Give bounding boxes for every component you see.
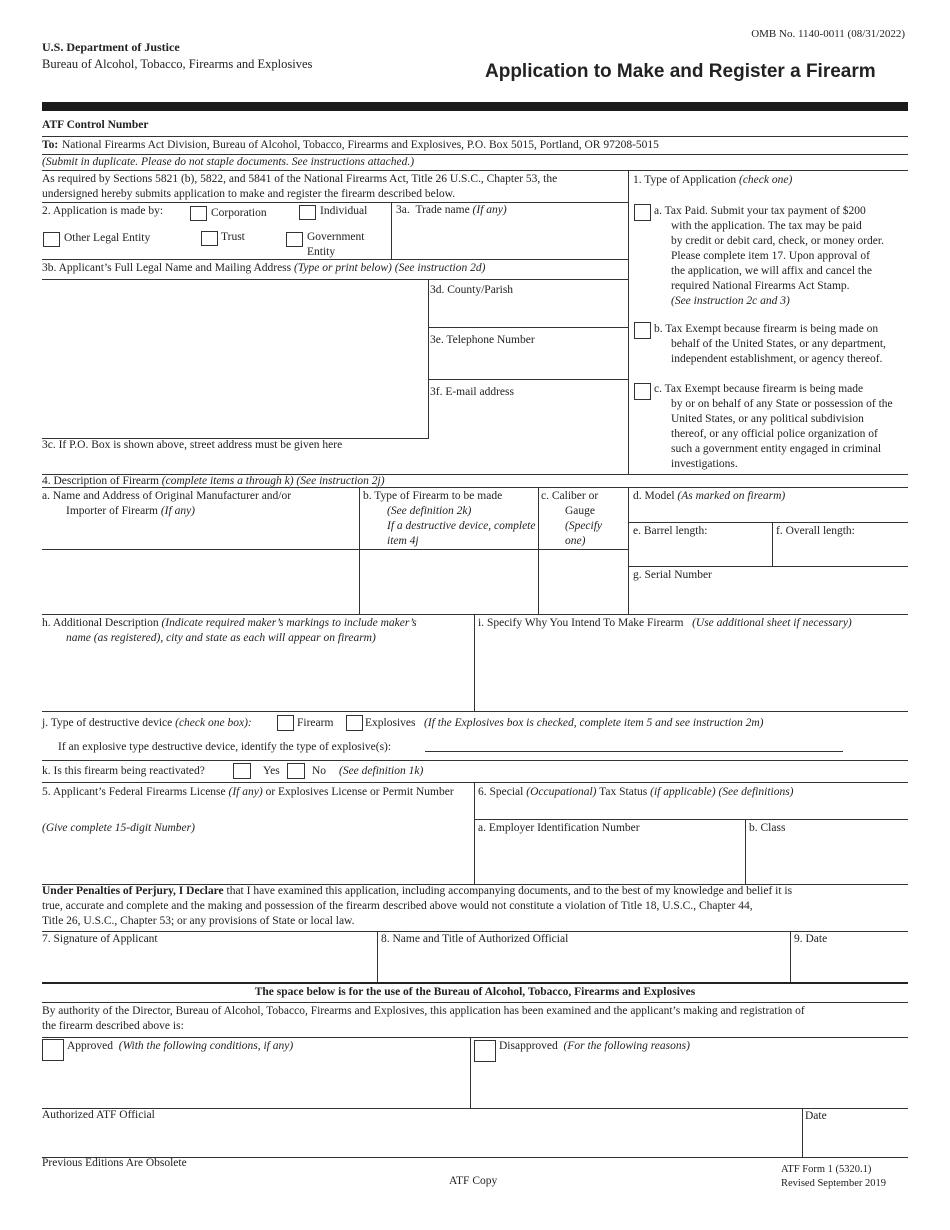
caliber-field[interactable] xyxy=(541,553,629,612)
item1-label: 1. Type of Application (check one) xyxy=(633,174,793,186)
item4b-hint-1: (See definition 2k) xyxy=(387,505,472,517)
intro-line-2: undersigned hereby submits application to make and register the firearm described below. xyxy=(42,188,456,200)
serial-number-label: g. Serial Number xyxy=(633,569,712,581)
item4k-label: k. Is this firearm being reactivated? xyxy=(42,765,205,777)
government-entity-checkbox[interactable] xyxy=(286,232,303,247)
atf-authority-line-1: By authority of the Director, Bureau of Alcohol, Tobacco, Firearms and Explosives, this application has been examined and the applicant’s making and registration of xyxy=(42,1005,805,1017)
signature-field[interactable] xyxy=(44,950,378,980)
class-label: b. Class xyxy=(749,822,786,834)
applicant-name-address-field[interactable] xyxy=(44,283,428,437)
ein-field[interactable] xyxy=(478,840,745,880)
dd-firearm-label: Firearm xyxy=(297,717,334,729)
approved-checkbox[interactable] xyxy=(42,1039,64,1061)
tax-paid-line-4: Please complete item 17. Upon approval of xyxy=(671,250,870,262)
date-field[interactable] xyxy=(794,950,908,980)
signature-label: 7. Signature of Applicant xyxy=(42,933,158,945)
atf-use-header: The space below is for the use of the Bureau of Alcohol, Tobacco, Firearms and Explosives xyxy=(254,986,696,998)
telephone-field[interactable] xyxy=(432,352,628,374)
class-field[interactable] xyxy=(749,840,909,880)
item4j-label: j. Type of destructive device (check one box): xyxy=(42,717,252,729)
reactivated-yes-checkbox[interactable] xyxy=(233,763,251,779)
atf-official-label: Authorized ATF Official xyxy=(42,1109,155,1121)
reactivated-yes-label: Yes xyxy=(263,765,280,777)
dd-explosives-note: (If the Explosives box is checked, complete item 5 and see instruction 2m) xyxy=(424,717,764,729)
item4a-label: a. Name and Address of Original Manufacturer and/or xyxy=(42,490,292,502)
to-label: To: xyxy=(42,139,59,151)
other-legal-entity-checkbox[interactable] xyxy=(43,232,60,247)
item5-label: 5. Applicant’s Federal Firearms License (If any) or Explosives License or Permit Number xyxy=(42,786,454,798)
tax-exempt-us-line-2: behalf of the United States, or any department, xyxy=(671,338,886,350)
email-label: 3f. E-mail address xyxy=(430,386,514,398)
explosive-type-label: If an explosive type destructive device, identify the type of explosive(s): xyxy=(58,741,392,753)
manufacturer-field[interactable] xyxy=(44,553,359,614)
control-number-field[interactable] xyxy=(170,118,574,135)
bureau-name: Bureau of Alcohol, Tobacco, Firearms and Explosives xyxy=(42,57,313,71)
item4h-label: h. Additional Description (Indicate required maker’s markings to include maker’s xyxy=(42,617,417,629)
item4h-hint-2: name (as registered), city and state as each will appear on firearm) xyxy=(66,632,376,644)
item4c-hint-1: (Specify xyxy=(565,520,603,532)
tax-paid-hint: (See instruction 2c and 3) xyxy=(671,295,790,307)
tax-paid-checkbox[interactable] xyxy=(634,204,651,221)
control-number-label: ATF Control Number xyxy=(42,119,149,131)
individual-checkbox[interactable] xyxy=(299,205,316,220)
intent-field[interactable] xyxy=(478,634,908,712)
tax-paid-line-5: the application, we will affix and cancel the xyxy=(671,265,872,277)
tax-exempt-state-line-2: by or on behalf of any State or possession of the xyxy=(671,398,893,410)
item4b-hint-3: item 4j xyxy=(387,535,419,547)
item2-label: 2. Application is made by: xyxy=(42,205,164,217)
county-label: 3d. County/Parish xyxy=(430,284,514,296)
authorized-official-field[interactable] xyxy=(381,950,790,980)
item4c-hint-2: one) xyxy=(565,535,586,547)
tax-paid-line-2: with the application. The tax may be paid xyxy=(671,220,862,232)
barrel-length-field[interactable] xyxy=(633,542,773,564)
ein-label: a. Employer Identification Number xyxy=(478,822,640,834)
reactivated-no-checkbox[interactable] xyxy=(287,763,305,779)
item6-label: 6. Special (Occupational) Tax Status (if applicable) (See definitions) xyxy=(478,786,794,798)
trust-checkbox[interactable] xyxy=(201,231,218,246)
corporation-label: Corporation xyxy=(211,207,267,219)
barrel-length-label: e. Barrel length: xyxy=(633,525,708,537)
model-field[interactable] xyxy=(633,505,909,522)
item4i-label: i. Specify Why You Intend To Make Firearm (Use additional sheet if necessary) xyxy=(478,617,852,629)
reactivated-hint: (See definition 1k) xyxy=(339,765,424,777)
atf-date-label: Date xyxy=(805,1110,827,1122)
overall-length-field[interactable] xyxy=(776,542,908,564)
header-rule xyxy=(42,102,908,111)
tax-exempt-us-checkbox[interactable] xyxy=(634,322,651,339)
government-label: Government xyxy=(307,231,365,243)
trust-label: Trust xyxy=(221,231,245,243)
perjury-line-1: Under Penalties of Perjury, I Declare that I have examined this application, including accompanying documents, and to the best of my knowledge and belief it is xyxy=(42,885,793,897)
form-title: Application to Make and Register a Firearm xyxy=(485,61,876,82)
overall-length-label: f. Overall length: xyxy=(776,525,855,537)
tax-exempt-state-line-5: such a government entity engaged in criminal xyxy=(671,443,882,455)
trade-name-field[interactable] xyxy=(396,222,628,254)
firearm-type-field[interactable] xyxy=(362,553,538,612)
tax-exempt-state-line-3: United States, or any political subdivision xyxy=(671,413,864,425)
department-name: U.S. Department of Justice xyxy=(42,40,180,54)
item4a-label-2: Importer of Firearm (If any) xyxy=(66,505,196,517)
item3b-label: 3b. Applicant’s Full Legal Name and Mailing Address (Type or print below) (See instruction 2d) xyxy=(42,262,486,274)
street-address-field[interactable] xyxy=(44,455,628,473)
revised-date: Revised September 2019 xyxy=(781,1178,886,1189)
perjury-line-2: true, accurate and complete and the making and possession of the firearm described above would not constitute a violation of Title 18, U.S.C., Chapter 44, xyxy=(42,900,753,912)
dd-explosives-checkbox[interactable] xyxy=(346,715,363,731)
county-field[interactable] xyxy=(432,302,628,324)
atf-authority-line-2: the firearm described above is: xyxy=(42,1020,184,1032)
email-field[interactable] xyxy=(432,404,628,426)
tax-exempt-us-line-3: independent establishment, or agency thereof. xyxy=(671,353,883,365)
item4b-label: b. Type of Firearm to be made xyxy=(363,490,503,502)
disapproved-checkbox[interactable] xyxy=(474,1040,496,1062)
model-label: d. Model (As marked on firearm) xyxy=(633,490,786,502)
other-legal-entity-label: Other Legal Entity xyxy=(64,232,151,244)
dd-firearm-checkbox[interactable] xyxy=(277,715,294,731)
obsolete-note: Previous Editions Are Obsolete xyxy=(42,1157,187,1169)
submit-note: (Submit in duplicate. Please do not staple documents. See instructions attached.) xyxy=(42,156,415,168)
item3c-label: 3c. If P.O. Box is shown above, street address must be given here xyxy=(42,439,343,451)
individual-label: Individual xyxy=(320,205,368,217)
item4-label: 4. Description of Firearm (complete items a through k) (See instruction 2j) xyxy=(42,475,385,487)
omb-number: OMB No. 1140-0011 (08/31/2022) xyxy=(751,28,905,40)
tax-exempt-us-line-1: b. Tax Exempt because firearm is being made on xyxy=(654,323,879,335)
authorized-official-label: 8. Name and Title of Authorized Official xyxy=(381,933,569,945)
government-label-2: Entity xyxy=(307,246,336,258)
form-number: ATF Form 1 (5320.1) xyxy=(781,1164,872,1175)
date-label: 9. Date xyxy=(794,933,828,945)
reactivated-no-label: No xyxy=(312,765,327,777)
tax-paid-line-3: by credit or debit card, check, or money order. xyxy=(671,235,884,247)
trade-name-label: 3a. Trade name (If any) xyxy=(396,204,507,216)
item4c-label-2: Gauge xyxy=(565,505,596,517)
ffl-number-hint: (Give complete 15-digit Number) xyxy=(42,822,195,834)
approved-label: Approved (With the following conditions, if any) xyxy=(67,1040,294,1052)
ffl-number-field[interactable] xyxy=(44,840,474,880)
dd-explosives-label: Explosives xyxy=(365,717,416,729)
tax-exempt-state-line-4: thereof, or any official police organization of xyxy=(671,428,878,440)
corporation-checkbox[interactable] xyxy=(190,206,207,221)
tax-paid-line-6: required National Firearms Act Stamp. xyxy=(671,280,850,292)
atf-copy-label: ATF Copy xyxy=(449,1175,498,1187)
item4c-label: c. Caliber or xyxy=(541,490,599,502)
serial-number-field[interactable] xyxy=(633,587,909,609)
explosive-type-field[interactable] xyxy=(425,736,847,752)
intro-line-1: As required by Sections 5821 (b), 5822, and 5841 of the National Firearms Act, Title 26 U.S.C., Chapter 53, the xyxy=(42,173,558,185)
telephone-label: 3e. Telephone Number xyxy=(430,334,535,346)
tax-exempt-state-line-1: c. Tax Exempt because firearm is being made xyxy=(654,383,864,395)
tax-exempt-state-line-6: investigations. xyxy=(671,458,738,470)
additional-description-field[interactable] xyxy=(44,650,474,712)
item4b-hint-2: If a destructive device, complete xyxy=(387,520,536,532)
perjury-line-3: Title 26, U.S.C., Chapter 53; or any provisions of State or local law. xyxy=(42,915,355,927)
to-address: National Firearms Act Division, Bureau of Alcohol, Tobacco, Firearms and Explosives, P.O. Box 5015, Portland, OR 97208-5015 xyxy=(62,139,659,151)
tax-exempt-state-checkbox[interactable] xyxy=(634,383,651,400)
disapproved-label: Disapproved (For the following reasons) xyxy=(499,1040,690,1052)
tax-paid-line-1: a. Tax Paid. Submit your tax payment of $200 xyxy=(654,205,866,217)
